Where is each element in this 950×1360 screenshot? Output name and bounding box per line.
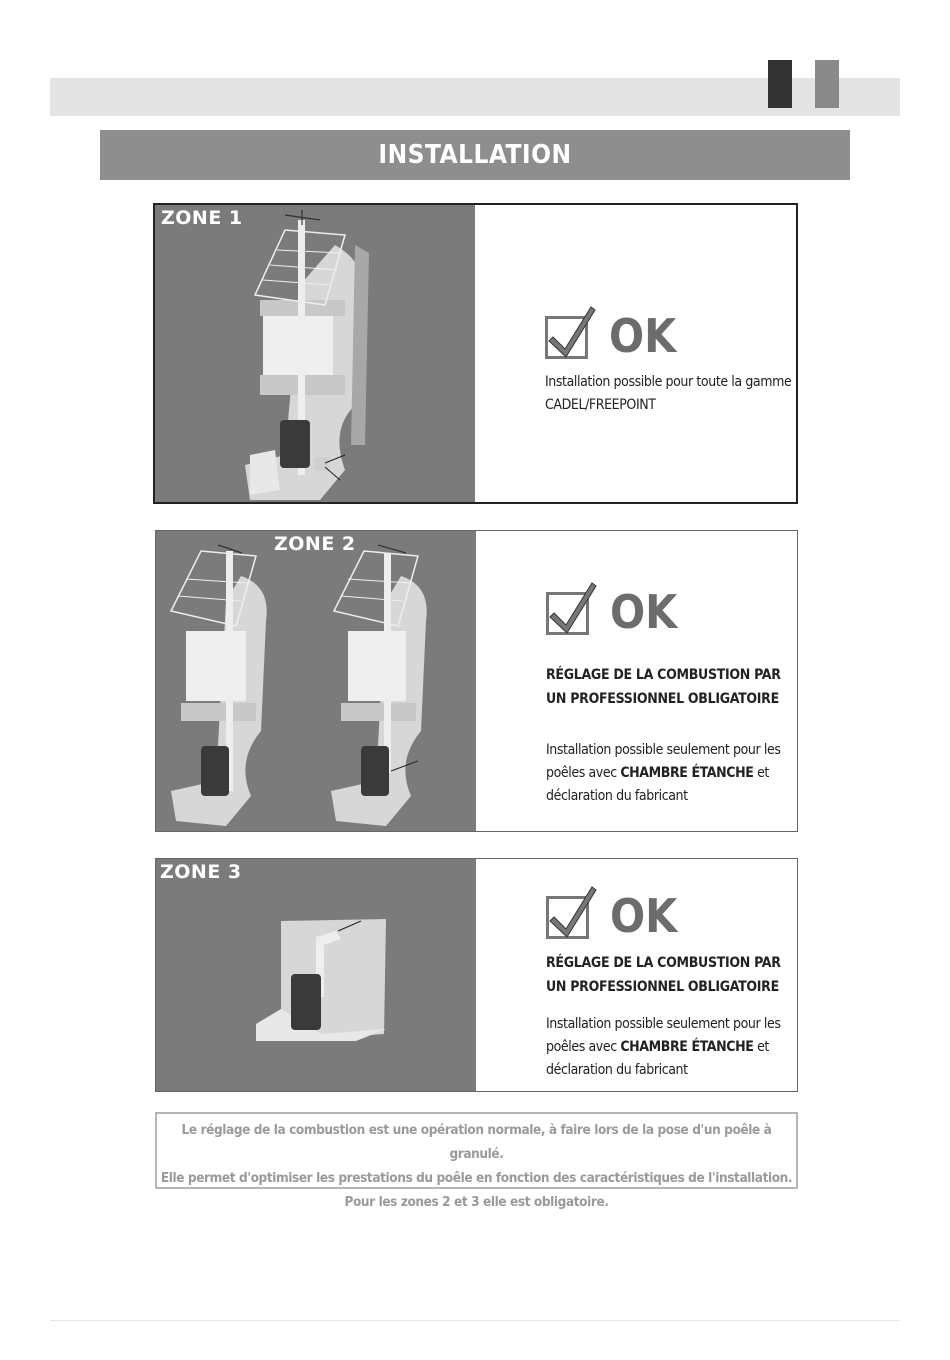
zone-3-status xyxy=(546,889,678,943)
zone-3-panel xyxy=(155,858,798,1092)
zone-3-label: ZONE 3 xyxy=(160,861,242,883)
ok-label: OK xyxy=(610,889,678,943)
zone-1-description: Installation possible pour toute la gamme CADEL/FREEPOINT xyxy=(545,374,792,413)
stove-wall-illustration xyxy=(156,859,476,1091)
zone-3-illustration xyxy=(156,859,476,1091)
note-line-2: Elle permet d'optimiser les prestations du poêle en fonction des caractéristiques de l'installation. xyxy=(160,1170,793,1186)
zone-2-status xyxy=(546,585,678,639)
zone-2-illustration xyxy=(156,531,476,831)
section-tab-gray xyxy=(815,60,839,108)
zone-1-status xyxy=(545,309,677,363)
page-title: INSTALLATION xyxy=(100,130,850,180)
zone-2-label: ZONE 2 xyxy=(274,533,356,555)
checkbox-checked-icon xyxy=(546,591,588,633)
zone-2-text xyxy=(476,531,797,831)
stove-wall-illustration xyxy=(156,531,476,831)
footer-divider xyxy=(50,1320,900,1321)
section-tab-dark xyxy=(768,60,792,108)
zone-2-description: Installation possible seulement pour les poêles avec CHAMBRE ÉTANCHE et déclaration du fabricant xyxy=(546,742,781,804)
zone-1-panel xyxy=(153,203,798,504)
ok-label: OK xyxy=(610,585,678,639)
zone-1-text xyxy=(475,205,796,502)
note-line-1: Le réglage de la combustion est une opération normale, à faire lors de la pose d'un poêle à granulé. xyxy=(181,1122,772,1162)
house-chimney-illustration xyxy=(155,205,475,502)
combustion-note xyxy=(155,1112,798,1210)
ok-label: OK xyxy=(609,309,677,363)
zone-2-warning: RÉGLAGE DE LA COMBUSTION PAR UN PROFESSIONNEL OBLIGATOIRE xyxy=(546,667,781,707)
zone-1-illustration xyxy=(155,205,475,502)
zone-3-text xyxy=(476,859,797,1091)
zone-3-warning: RÉGLAGE DE LA COMBUSTION PAR UN PROFESSIONNEL OBLIGATOIRE xyxy=(546,955,781,995)
note-line-3: Pour les zones 2 et 3 elle est obligatoire. xyxy=(344,1194,609,1210)
checkbox-checked-icon xyxy=(546,895,588,937)
zone-2-panel xyxy=(155,530,798,832)
checkbox-checked-icon xyxy=(545,315,587,357)
zone-1-label: ZONE 1 xyxy=(161,207,243,229)
zone-3-description: Installation possible seulement pour les poêles avec CHAMBRE ÉTANCHE et déclaration du fabricant xyxy=(546,1016,781,1078)
